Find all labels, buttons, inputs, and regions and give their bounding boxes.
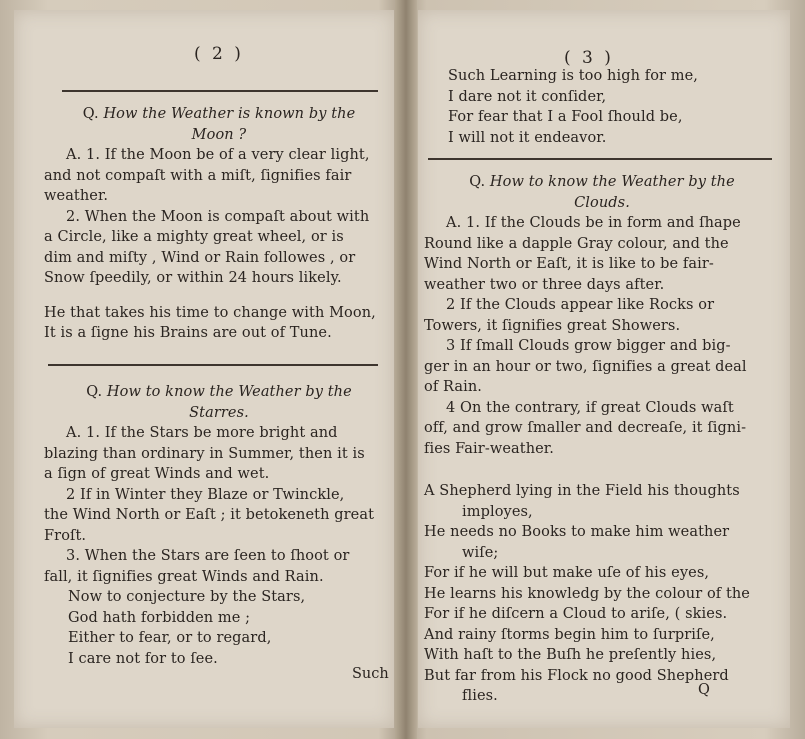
catchword: Such	[352, 666, 389, 682]
answer-line: weather.	[44, 188, 109, 204]
page-number: ( 2 )	[194, 44, 244, 64]
book-gutter	[395, 0, 417, 739]
question-heading	[44, 382, 394, 403]
poem-line: But far from his Flock no good Shepherd	[424, 667, 729, 684]
answer-line: 4 On the contrary, if great Clouds waſt	[446, 399, 734, 416]
rule-divider	[62, 90, 378, 92]
rule-divider	[48, 364, 378, 366]
question-title-cont: Clouds.	[574, 194, 630, 211]
answer-line: 2 If the Clouds appear like Rocks or	[446, 297, 715, 313]
verse-line: Either to fear, or to regard,	[68, 630, 272, 646]
answer-line: Froſt.	[44, 527, 87, 544]
poem-line: He learns his knowledg by the colour of the	[424, 585, 750, 602]
poem-line: flies.	[462, 688, 498, 700]
answer-line: blazing than ordinary in Summer, then it is	[44, 445, 365, 462]
answer-line: a Circle, like a mighty great wheel, or is	[44, 229, 344, 245]
poem-line: A Shepherd lying in the Field his thoughts	[424, 483, 740, 499]
answer-line: of Rain.	[424, 379, 482, 395]
answer-line: A. 1. If the Stars be more bright and	[66, 425, 338, 441]
couplet-line: It is a ſigne his Brains are out of Tune.	[44, 325, 332, 341]
answer-line: fall, it ſignifies great Winds and Rain.	[44, 568, 324, 585]
poem-line: He needs no Books to make him weather	[424, 524, 730, 540]
answer-line: 2. When the Moon is compaſt about with	[66, 208, 370, 225]
question-heading	[44, 104, 394, 125]
answer-line: fies Fair-weather.	[424, 440, 554, 457]
left-page	[14, 10, 394, 728]
right-clouds-section	[424, 172, 780, 700]
poem-line: imployes,	[462, 503, 533, 520]
answer-line: weather two or three days after.	[424, 276, 665, 293]
verse-line: I care not for to ſee.	[68, 650, 218, 667]
question-title: How to know the Weather by the	[489, 174, 735, 190]
answer-line: the Wind North or Eaſt ; it betokeneth great	[44, 507, 375, 523]
catchword: Q	[698, 682, 710, 698]
answer-line: 3 If ſmall Clouds grow bigger and big-	[446, 338, 731, 354]
question-mark-label: Q.	[86, 384, 103, 400]
answer-line: A. 1. If the Clouds be in form and ſhape	[446, 215, 741, 231]
poem-line: For if he diſcern a Cloud to ariſe, ( skies.	[424, 606, 728, 622]
answer-line: Round like a dapple Gray colour, and the	[424, 235, 729, 252]
question-title: How to know the Weather by the	[106, 384, 352, 400]
answer-line: Towers, it ſignifies great Showers.	[424, 317, 681, 334]
poem-line: With haſt to the Buſh he preſently hies,	[424, 647, 717, 663]
rule-divider	[428, 158, 772, 160]
verse-line: For fear that I a Fool ſhould be,	[448, 109, 683, 125]
question-title-cont: Starres.	[189, 404, 249, 421]
verse-line: Now to conjecture by the Stars,	[68, 589, 306, 605]
left-stars-section	[44, 382, 394, 669]
poem-line: For if he will but make uſe of his eyes,	[424, 565, 710, 581]
answer-line: dim and miſty , Wind or Rain followes , or	[44, 249, 356, 266]
answer-line: and not compaſt with a miſt, ſignifies fair	[44, 167, 352, 184]
answer-line: A. 1. If the Moon be of a very clear light,	[66, 147, 370, 163]
question-title: How the Weather is known by the	[103, 106, 356, 122]
verse-line: God hath forbidden me ;	[68, 609, 251, 626]
left-moon-section	[44, 104, 394, 344]
answer-line: 3. When the Stars are ſeen to ſhoot or	[66, 548, 350, 564]
question-heading	[424, 172, 780, 193]
right-page	[418, 10, 790, 728]
answer-line: Snow ſpeedily, or within 24 hours likely.	[44, 270, 342, 286]
answer-line: ger in an hour or two, ſignifies a great deal	[424, 358, 747, 375]
verse-line: I dare not it conſider,	[448, 88, 607, 105]
answer-line: Wind North or Eaſt, it is like to be fair-	[424, 256, 714, 272]
question-mark-label: Q.	[82, 106, 99, 122]
verse-line: I will not it endeavor.	[448, 129, 607, 146]
page-number: ( 3 )	[564, 48, 614, 68]
question-title-cont: Moon ?	[191, 126, 247, 143]
poem-line: And rainy ſtorms begin him to ſurpriſe,	[424, 626, 715, 643]
question-mark-label: Q.	[469, 174, 486, 190]
right-verse-top	[448, 66, 768, 148]
poem-line: wiſe;	[462, 544, 499, 561]
answer-line: off, and grow ſmaller and decreaſe, it ſigni-	[424, 420, 747, 436]
answer-line: 2 If in Winter they Blaze or Twinckle,	[66, 486, 345, 503]
verse-line: Such Learning is too high for me,	[448, 68, 698, 84]
answer-line: a ſign of great Winds and wet.	[44, 466, 270, 482]
couplet-line: He that takes his time to change with Moon,	[44, 304, 376, 321]
